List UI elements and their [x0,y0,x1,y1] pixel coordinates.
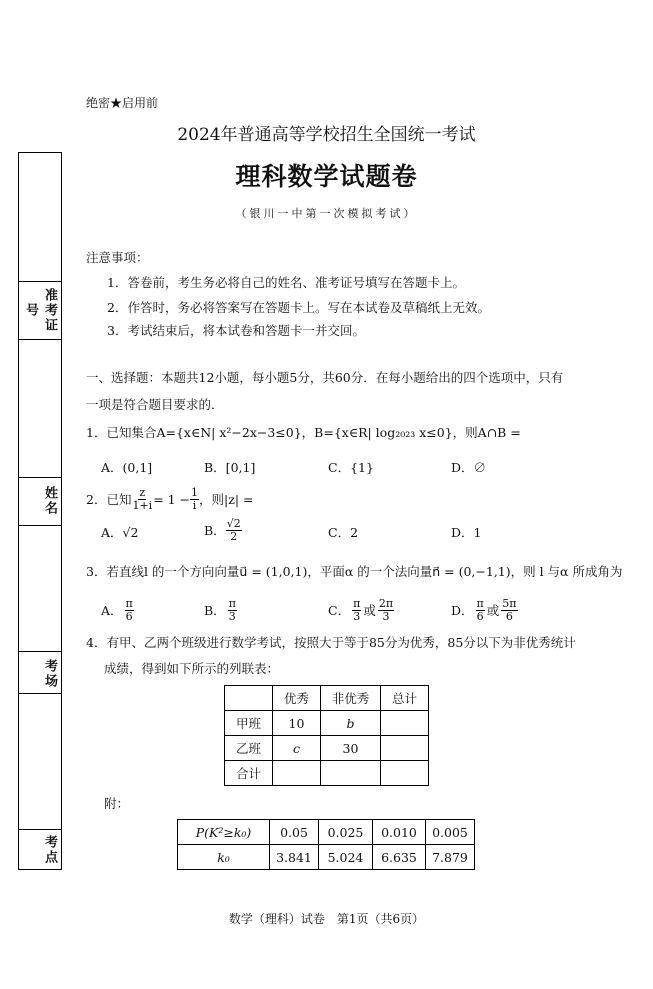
fraction: $\frac{\pi}{6}$ [476,597,484,623]
table-row [225,686,429,711]
fraction: $\frac{\pi}{6}$ [125,597,133,623]
table-cell: 0.005 [426,820,475,845]
table-row [178,820,475,845]
table-cell: 0.010 [373,820,426,845]
table-cell: 乙班 [225,736,273,761]
notice-item: 1．答卷前，考生务必将自己的姓名、准考证号填写在答题卡上。 [107,275,465,290]
table-cell: 合计 [225,761,273,786]
question-1-stem: 1．已知集合A={x∈N| x²−2x−3≤0}，B={x∈R| log₂₀₂₃ x≤0}，则A∩B = [86,425,521,440]
q1-option-d: D．∅ [451,460,487,475]
q3-option-b: B． $\frac{\pi}{3}$ [204,597,236,623]
notice-item: 2．作答时，务必将答案写在答题卡上。写在本试卷及草稿纸上无效。 [107,300,490,315]
q1-option-b: B．[0,1] [204,460,256,475]
name-label: 姓名 [42,486,57,516]
table-cell: P(K²≥k₀) [178,820,270,845]
table-cell: k₀ [178,845,270,870]
table-cell: b [321,711,381,736]
table-cell: 0.05 [270,820,319,845]
table-cell: 0.025 [319,820,373,845]
table-cell: 非优秀 [321,686,381,711]
paper-subtitle: （银川一中第一次模拟考试） [235,207,418,220]
table-cell [381,761,429,786]
contingency-table [224,685,429,786]
table-cell [321,761,381,786]
q2-option-c: C．2 [328,525,359,540]
fraction: $\frac{z}{1+i}$ [132,486,153,512]
table-cell [225,686,273,711]
table-cell [381,711,429,736]
critical-value-table [177,819,475,870]
question-4-line2: 成绩，得到如下所示的列联表： [104,661,280,676]
appendix-label: 附： [104,796,130,811]
q1-option-c: C．{1} [328,460,374,475]
fraction: $\frac{2\pi}{3}$ [378,597,394,623]
table-cell [273,761,321,786]
question-3-stem: 3．若直线l 的一个方向向量u⃗ = (1,0,1)，平面α 的一个法向量n⃗ = (0,−1,1)，则 l 与α 所成角为 [86,564,623,579]
table-cell: 5.024 [319,845,373,870]
q2-option-d: D．1 [451,525,482,540]
exam-number-label: 准考证号 [23,287,57,333]
q2-option-a: A．√2 [101,525,139,540]
fraction: $\frac{1}{i}$ [191,486,199,512]
table-row [178,845,475,870]
table-cell: 甲班 [225,711,273,736]
q3-option-a: A． $\frac{\pi}{6}$ [101,597,133,623]
question-2-stem: 2．已知 $\frac{z}{1+i}$ = 1 − $\frac{1}{i}$ ，则|z| = [86,486,254,512]
table-cell: 3.841 [270,845,319,870]
notice-item: 3．考试结束后，将本试卷和答题卡一并交回。 [107,323,365,338]
exam-title: 2024年普通高等学校招生全国统一考试 [177,125,476,145]
table-cell: 7.879 [426,845,475,870]
table-cell: 6.635 [373,845,426,870]
seat-label: 考点 [42,835,57,865]
table-row [225,761,429,786]
section-heading-line2: 一项是符合题目要求的． [86,397,224,412]
q2-option-b: B． $\frac{√2}{2}$ [204,517,241,543]
room-label: 考场 [42,659,57,689]
table-row [225,736,429,761]
fraction: $\frac{5\pi}{6}$ [502,597,517,623]
table-cell: 总计 [381,686,429,711]
fraction: $\frac{\pi}{3}$ [228,597,236,623]
binding-strip [18,152,62,870]
page-footer: 数学（理科）试卷 第1页（共6页） [228,912,425,926]
table-row [225,711,429,736]
table-cell: c [273,736,321,761]
q1-option-a: A．(0,1] [101,460,153,475]
q3-option-c: C． $\frac{\pi}{3}$ 或 $\frac{2\pi}{3}$ [328,597,394,623]
question-4-line1: 4．有甲、乙两个班级进行数学考试，按照大于等于85分为优秀，85分以下为非优秀统计 [86,635,576,650]
table-cell: 30 [321,736,381,761]
table-cell: 10 [273,711,321,736]
table-cell: 优秀 [273,686,321,711]
fraction: $\frac{\pi}{3}$ [353,597,361,623]
secret-label: 绝密★启用前 [86,96,159,110]
table-cell [381,736,429,761]
notice-heading: 注意事项： [86,250,149,265]
section-heading: 一、选择题：本题共12小题，每小题5分，共60分．在每小题给出的四个选项中，只有 [86,370,564,385]
q3-option-d: D． $\frac{\pi}{6}$ 或 $\frac{5\pi}{6}$ [451,597,517,623]
paper-title: 理科数学试题卷 [235,162,418,191]
